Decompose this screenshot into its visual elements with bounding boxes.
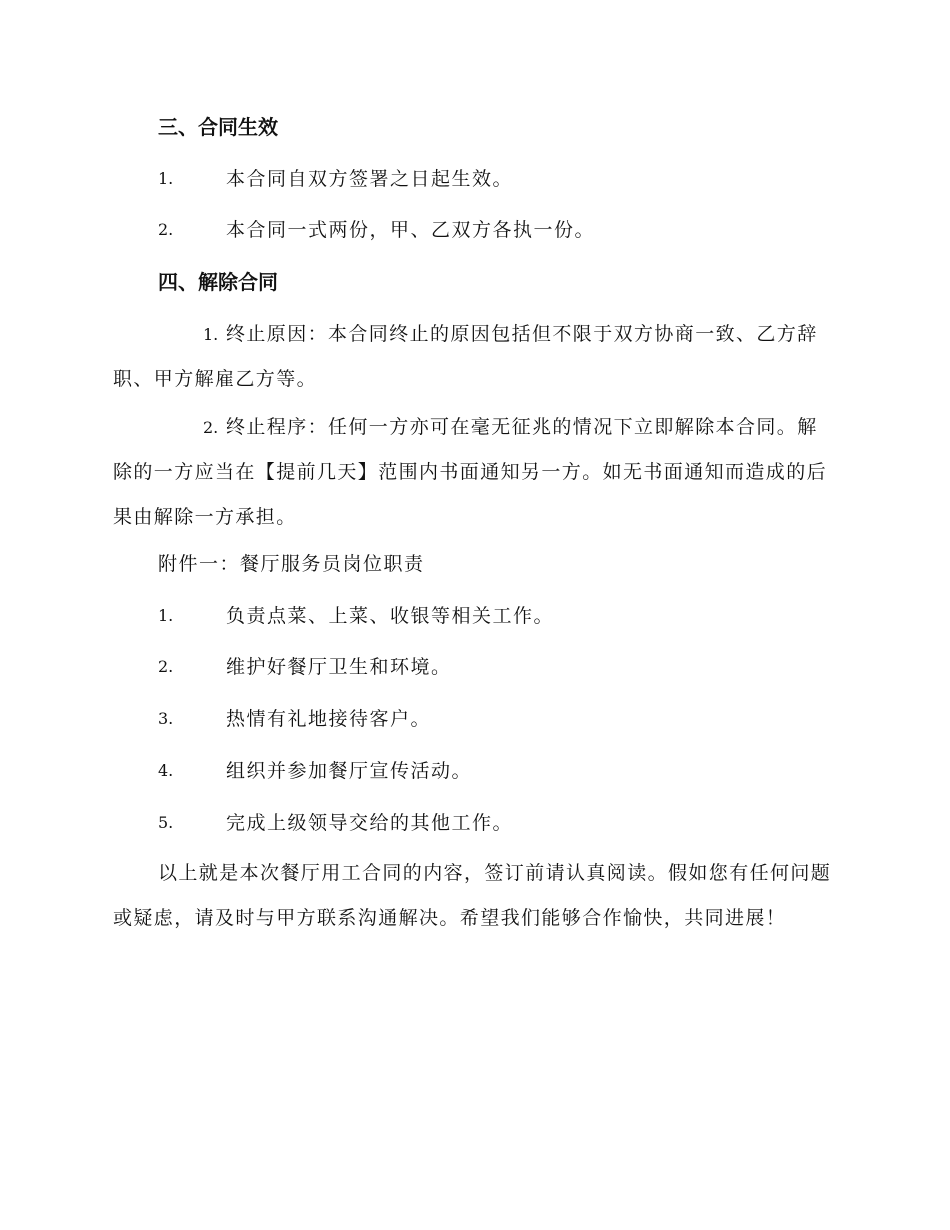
item-text: 组织并参加餐厅宣传活动。 — [226, 760, 473, 782]
item-number: 2. — [158, 657, 174, 676]
item-text: 终止程序：任何一方亦可在毫无征兆的情况下立即解除本合同。解除的一方应当在【提前几天】范围内书面通知另一方。如无书面通知而造成的后果由解除一方承担。 — [113, 416, 828, 528]
item-text: 负责点菜、上菜、收银等相关工作。 — [226, 605, 555, 627]
section-heading-effect: 三、合同生效 — [158, 115, 278, 139]
item-number: 1. — [158, 606, 174, 625]
list-item — [0, 758, 950, 784]
appendix-title-row — [0, 551, 950, 577]
item-text: 热情有礼地接待客户。 — [226, 708, 432, 730]
termination-procedure-paragraph — [113, 405, 833, 540]
appendix-title: 附件一：餐厅服务员岗位职责 — [158, 553, 425, 575]
list-item — [0, 217, 950, 243]
termination-reason-paragraph — [113, 312, 833, 402]
item-number: 1. — [203, 325, 219, 344]
item-number: 4. — [158, 761, 174, 780]
item-number: 5. — [158, 813, 174, 832]
list-item — [0, 810, 950, 836]
list-item — [0, 706, 950, 732]
list-item — [0, 654, 950, 680]
item-text: 完成上级领导交给的其他工作。 — [226, 812, 514, 834]
item-text: 维护好餐厅卫生和环境。 — [226, 656, 452, 678]
item-text: 终止原因：本合同终止的原因包括但不限于双方协商一致、乙方辞职、甲方解雇乙方等。 — [113, 323, 818, 390]
section-heading-termination: 四、解除合同 — [158, 270, 278, 294]
item-text: 本合同自双方签署之日起生效。 — [226, 168, 514, 190]
closing-paragraph: 以上就是本次餐厅用工合同的内容，签订前请认真阅读。假如您有任何问题或疑虑，请及时与甲方联系沟通解决。希望我们能够合作愉快，共同进展！ — [113, 862, 832, 929]
item-number: 3. — [158, 709, 174, 728]
item-number: 2. — [158, 220, 174, 239]
list-item — [0, 603, 950, 629]
item-number: 1. — [158, 169, 174, 188]
list-item — [0, 166, 950, 192]
item-number: 2. — [203, 418, 219, 437]
item-text: 本合同一式两份，甲、乙双方各执一份。 — [226, 219, 596, 241]
